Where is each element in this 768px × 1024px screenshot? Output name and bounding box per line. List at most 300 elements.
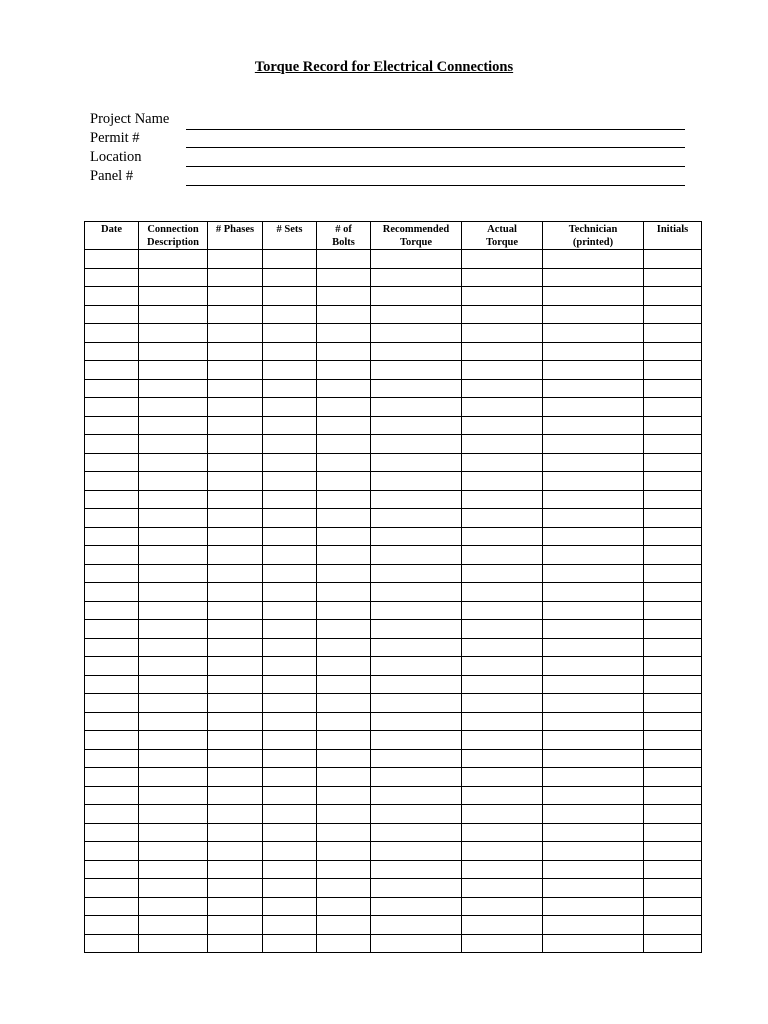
table-cell[interactable] (644, 934, 702, 953)
table-cell[interactable] (317, 379, 371, 398)
table-cell[interactable] (317, 583, 371, 602)
table-cell[interactable] (543, 916, 644, 935)
table-cell[interactable] (85, 860, 139, 879)
table-cell[interactable] (208, 527, 263, 546)
table-cell[interactable] (371, 305, 462, 324)
table-cell[interactable] (208, 453, 263, 472)
table-cell[interactable] (263, 509, 317, 528)
table-cell[interactable] (644, 897, 702, 916)
table-cell[interactable] (317, 268, 371, 287)
table-cell[interactable] (317, 472, 371, 491)
table-cell[interactable] (371, 842, 462, 861)
table-cell[interactable] (317, 805, 371, 824)
table-cell[interactable] (85, 379, 139, 398)
table-cell[interactable] (371, 250, 462, 269)
table-cell[interactable] (371, 860, 462, 879)
table-cell[interactable] (139, 842, 208, 861)
table-cell[interactable] (263, 805, 317, 824)
table-cell[interactable] (644, 342, 702, 361)
table-cell[interactable] (371, 805, 462, 824)
table-cell[interactable] (543, 694, 644, 713)
table-cell[interactable] (317, 398, 371, 417)
table-cell[interactable] (85, 398, 139, 417)
table-cell[interactable] (462, 546, 543, 565)
table-cell[interactable] (263, 564, 317, 583)
table-cell[interactable] (371, 583, 462, 602)
table-cell[interactable] (317, 305, 371, 324)
table-cell[interactable] (208, 324, 263, 343)
table-cell[interactable] (208, 638, 263, 657)
table-cell[interactable] (317, 934, 371, 953)
table-cell[interactable] (644, 564, 702, 583)
permit-input-line[interactable] (186, 147, 685, 148)
table-cell[interactable] (371, 361, 462, 380)
table-cell[interactable] (263, 731, 317, 750)
table-cell[interactable] (644, 435, 702, 454)
table-cell[interactable] (263, 657, 317, 676)
table-cell[interactable] (462, 342, 543, 361)
table-cell[interactable] (644, 490, 702, 509)
table-cell[interactable] (644, 805, 702, 824)
table-cell[interactable] (371, 638, 462, 657)
table-cell[interactable] (85, 268, 139, 287)
table-cell[interactable] (85, 361, 139, 380)
table-cell[interactable] (644, 527, 702, 546)
table-cell[interactable] (85, 823, 139, 842)
table-cell[interactable] (263, 879, 317, 898)
table-cell[interactable] (644, 268, 702, 287)
table-cell[interactable] (208, 379, 263, 398)
table-cell[interactable] (317, 675, 371, 694)
table-cell[interactable] (371, 490, 462, 509)
table-cell[interactable] (317, 416, 371, 435)
table-cell[interactable] (462, 934, 543, 953)
table-cell[interactable] (139, 342, 208, 361)
table-cell[interactable] (543, 305, 644, 324)
table-cell[interactable] (371, 694, 462, 713)
table-cell[interactable] (85, 435, 139, 454)
table-cell[interactable] (644, 583, 702, 602)
table-cell[interactable] (644, 860, 702, 879)
table-cell[interactable] (85, 897, 139, 916)
project-name-input-line[interactable] (186, 129, 685, 130)
table-cell[interactable] (208, 472, 263, 491)
table-cell[interactable] (85, 583, 139, 602)
table-cell[interactable] (371, 712, 462, 731)
table-cell[interactable] (139, 731, 208, 750)
table-cell[interactable] (371, 897, 462, 916)
table-cell[interactable] (317, 860, 371, 879)
table-cell[interactable] (139, 509, 208, 528)
table-cell[interactable] (263, 601, 317, 620)
table-cell[interactable] (139, 527, 208, 546)
table-cell[interactable] (462, 250, 543, 269)
table-cell[interactable] (263, 768, 317, 787)
table-cell[interactable] (85, 712, 139, 731)
table-cell[interactable] (317, 250, 371, 269)
table-cell[interactable] (263, 786, 317, 805)
table-cell[interactable] (644, 842, 702, 861)
table-cell[interactable] (644, 250, 702, 269)
table-cell[interactable] (371, 731, 462, 750)
table-cell[interactable] (462, 897, 543, 916)
table-cell[interactable] (543, 934, 644, 953)
table-cell[interactable] (644, 786, 702, 805)
table-cell[interactable] (85, 472, 139, 491)
table-cell[interactable] (208, 305, 263, 324)
table-cell[interactable] (371, 620, 462, 639)
table-cell[interactable] (317, 823, 371, 842)
table-cell[interactable] (317, 361, 371, 380)
table-cell[interactable] (543, 435, 644, 454)
table-cell[interactable] (85, 805, 139, 824)
table-cell[interactable] (644, 416, 702, 435)
table-cell[interactable] (208, 601, 263, 620)
table-cell[interactable] (85, 453, 139, 472)
table-cell[interactable] (139, 416, 208, 435)
table-cell[interactable] (139, 250, 208, 269)
table-cell[interactable] (208, 768, 263, 787)
table-cell[interactable] (371, 435, 462, 454)
table-cell[interactable] (462, 435, 543, 454)
table-cell[interactable] (208, 897, 263, 916)
table-cell[interactable] (85, 416, 139, 435)
table-cell[interactable] (208, 398, 263, 417)
table-cell[interactable] (371, 601, 462, 620)
table-cell[interactable] (371, 934, 462, 953)
table-cell[interactable] (371, 768, 462, 787)
table-cell[interactable] (263, 527, 317, 546)
table-cell[interactable] (462, 712, 543, 731)
table-cell[interactable] (85, 916, 139, 935)
table-cell[interactable] (543, 638, 644, 657)
table-cell[interactable] (371, 823, 462, 842)
table-cell[interactable] (139, 601, 208, 620)
table-cell[interactable] (371, 453, 462, 472)
table-cell[interactable] (208, 361, 263, 380)
table-cell[interactable] (85, 675, 139, 694)
table-cell[interactable] (462, 416, 543, 435)
table-cell[interactable] (85, 620, 139, 639)
table-cell[interactable] (139, 897, 208, 916)
table-cell[interactable] (371, 398, 462, 417)
table-cell[interactable] (644, 398, 702, 417)
table-cell[interactable] (543, 250, 644, 269)
table-cell[interactable] (263, 305, 317, 324)
table-cell[interactable] (139, 638, 208, 657)
table-cell[interactable] (208, 657, 263, 676)
table-cell[interactable] (644, 620, 702, 639)
table-cell[interactable] (85, 749, 139, 768)
table-cell[interactable] (317, 638, 371, 657)
table-cell[interactable] (139, 823, 208, 842)
table-cell[interactable] (139, 379, 208, 398)
table-cell[interactable] (371, 472, 462, 491)
table-cell[interactable] (139, 268, 208, 287)
table-cell[interactable] (85, 842, 139, 861)
table-cell[interactable] (317, 564, 371, 583)
table-cell[interactable] (317, 601, 371, 620)
table-cell[interactable] (644, 675, 702, 694)
table-cell[interactable] (208, 749, 263, 768)
table-cell[interactable] (462, 842, 543, 861)
table-cell[interactable] (85, 527, 139, 546)
table-cell[interactable] (85, 490, 139, 509)
table-cell[interactable] (208, 416, 263, 435)
table-cell[interactable] (543, 361, 644, 380)
table-cell[interactable] (543, 860, 644, 879)
table-cell[interactable] (139, 675, 208, 694)
table-cell[interactable] (208, 916, 263, 935)
table-cell[interactable] (462, 398, 543, 417)
table-cell[interactable] (85, 509, 139, 528)
table-cell[interactable] (644, 657, 702, 676)
table-cell[interactable] (263, 620, 317, 639)
table-cell[interactable] (85, 250, 139, 269)
table-cell[interactable] (85, 305, 139, 324)
table-cell[interactable] (317, 731, 371, 750)
table-cell[interactable] (317, 546, 371, 565)
table-cell[interactable] (543, 805, 644, 824)
table-cell[interactable] (644, 879, 702, 898)
table-cell[interactable] (317, 453, 371, 472)
table-cell[interactable] (263, 361, 317, 380)
table-cell[interactable] (85, 879, 139, 898)
table-cell[interactable] (543, 749, 644, 768)
table-cell[interactable] (263, 268, 317, 287)
table-cell[interactable] (644, 509, 702, 528)
table-cell[interactable] (543, 416, 644, 435)
table-cell[interactable] (462, 509, 543, 528)
table-cell[interactable] (208, 805, 263, 824)
table-cell[interactable] (263, 250, 317, 269)
table-cell[interactable] (208, 268, 263, 287)
table-cell[interactable] (644, 601, 702, 620)
table-cell[interactable] (371, 546, 462, 565)
table-cell[interactable] (208, 731, 263, 750)
table-cell[interactable] (139, 786, 208, 805)
table-cell[interactable] (139, 657, 208, 676)
table-cell[interactable] (462, 749, 543, 768)
table-cell[interactable] (139, 620, 208, 639)
table-cell[interactable] (543, 379, 644, 398)
table-cell[interactable] (371, 564, 462, 583)
table-cell[interactable] (208, 564, 263, 583)
table-cell[interactable] (543, 490, 644, 509)
table-cell[interactable] (263, 842, 317, 861)
table-cell[interactable] (644, 823, 702, 842)
table-cell[interactable] (85, 601, 139, 620)
table-cell[interactable] (543, 879, 644, 898)
table-cell[interactable] (139, 398, 208, 417)
table-cell[interactable] (317, 527, 371, 546)
table-cell[interactable] (208, 675, 263, 694)
table-cell[interactable] (462, 731, 543, 750)
table-cell[interactable] (85, 342, 139, 361)
table-cell[interactable] (139, 305, 208, 324)
table-cell[interactable] (644, 472, 702, 491)
table-cell[interactable] (139, 324, 208, 343)
table-cell[interactable] (371, 268, 462, 287)
table-cell[interactable] (139, 916, 208, 935)
table-cell[interactable] (371, 879, 462, 898)
table-cell[interactable] (208, 287, 263, 306)
table-cell[interactable] (263, 287, 317, 306)
table-cell[interactable] (371, 324, 462, 343)
table-cell[interactable] (263, 675, 317, 694)
table-cell[interactable] (263, 823, 317, 842)
table-cell[interactable] (208, 490, 263, 509)
table-cell[interactable] (462, 860, 543, 879)
table-cell[interactable] (139, 694, 208, 713)
table-cell[interactable] (644, 768, 702, 787)
table-cell[interactable] (208, 546, 263, 565)
table-cell[interactable] (543, 675, 644, 694)
table-cell[interactable] (371, 916, 462, 935)
table-cell[interactable] (263, 897, 317, 916)
table-cell[interactable] (85, 324, 139, 343)
table-cell[interactable] (85, 657, 139, 676)
table-cell[interactable] (317, 620, 371, 639)
table-cell[interactable] (462, 472, 543, 491)
table-cell[interactable] (317, 897, 371, 916)
table-cell[interactable] (644, 712, 702, 731)
table-cell[interactable] (263, 379, 317, 398)
table-cell[interactable] (462, 638, 543, 657)
table-cell[interactable] (462, 675, 543, 694)
table-cell[interactable] (85, 768, 139, 787)
table-cell[interactable] (371, 527, 462, 546)
table-cell[interactable] (139, 860, 208, 879)
table-cell[interactable] (644, 749, 702, 768)
table-cell[interactable] (462, 268, 543, 287)
table-cell[interactable] (208, 583, 263, 602)
location-input-line[interactable] (186, 166, 685, 167)
table-cell[interactable] (85, 694, 139, 713)
table-cell[interactable] (543, 546, 644, 565)
table-cell[interactable] (543, 583, 644, 602)
table-cell[interactable] (263, 694, 317, 713)
table-cell[interactable] (208, 934, 263, 953)
table-cell[interactable] (644, 305, 702, 324)
table-cell[interactable] (543, 786, 644, 805)
table-cell[interactable] (317, 490, 371, 509)
table-cell[interactable] (543, 842, 644, 861)
table-cell[interactable] (644, 287, 702, 306)
table-cell[interactable] (462, 490, 543, 509)
table-cell[interactable] (462, 287, 543, 306)
table-cell[interactable] (208, 342, 263, 361)
table-cell[interactable] (644, 916, 702, 935)
table-cell[interactable] (462, 361, 543, 380)
table-cell[interactable] (462, 916, 543, 935)
panel-input-line[interactable] (186, 185, 685, 186)
table-cell[interactable] (543, 768, 644, 787)
table-cell[interactable] (543, 731, 644, 750)
table-cell[interactable] (263, 490, 317, 509)
table-cell[interactable] (644, 546, 702, 565)
table-cell[interactable] (139, 546, 208, 565)
table-cell[interactable] (317, 435, 371, 454)
table-cell[interactable] (462, 657, 543, 676)
table-cell[interactable] (139, 583, 208, 602)
table-cell[interactable] (462, 694, 543, 713)
table-cell[interactable] (644, 638, 702, 657)
table-cell[interactable] (85, 564, 139, 583)
table-cell[interactable] (371, 379, 462, 398)
table-cell[interactable] (263, 416, 317, 435)
table-cell[interactable] (263, 342, 317, 361)
table-cell[interactable] (263, 583, 317, 602)
table-cell[interactable] (139, 361, 208, 380)
table-cell[interactable] (317, 342, 371, 361)
table-cell[interactable] (462, 805, 543, 824)
table-cell[interactable] (462, 453, 543, 472)
table-cell[interactable] (543, 897, 644, 916)
table-cell[interactable] (317, 657, 371, 676)
table-cell[interactable] (644, 324, 702, 343)
table-cell[interactable] (85, 638, 139, 657)
table-cell[interactable] (462, 324, 543, 343)
table-cell[interactable] (462, 583, 543, 602)
table-cell[interactable] (543, 657, 644, 676)
table-cell[interactable] (139, 472, 208, 491)
table-cell[interactable] (317, 712, 371, 731)
table-cell[interactable] (371, 675, 462, 694)
table-cell[interactable] (263, 398, 317, 417)
table-cell[interactable] (371, 657, 462, 676)
table-cell[interactable] (208, 712, 263, 731)
table-cell[interactable] (317, 287, 371, 306)
table-cell[interactable] (208, 620, 263, 639)
table-cell[interactable] (371, 749, 462, 768)
table-cell[interactable] (317, 509, 371, 528)
table-cell[interactable] (85, 546, 139, 565)
table-cell[interactable] (462, 379, 543, 398)
table-cell[interactable] (462, 601, 543, 620)
table-cell[interactable] (208, 823, 263, 842)
table-cell[interactable] (139, 490, 208, 509)
table-cell[interactable] (208, 509, 263, 528)
table-cell[interactable] (644, 453, 702, 472)
table-cell[interactable] (263, 860, 317, 879)
table-cell[interactable] (543, 509, 644, 528)
table-cell[interactable] (644, 361, 702, 380)
table-cell[interactable] (317, 768, 371, 787)
table-cell[interactable] (139, 712, 208, 731)
table-cell[interactable] (139, 879, 208, 898)
table-cell[interactable] (85, 287, 139, 306)
table-cell[interactable] (462, 620, 543, 639)
table-cell[interactable] (543, 601, 644, 620)
table-cell[interactable] (543, 564, 644, 583)
table-cell[interactable] (644, 379, 702, 398)
table-cell[interactable] (85, 934, 139, 953)
table-cell[interactable] (263, 435, 317, 454)
table-cell[interactable] (543, 398, 644, 417)
table-cell[interactable] (462, 879, 543, 898)
table-cell[interactable] (371, 786, 462, 805)
table-cell[interactable] (263, 472, 317, 491)
table-cell[interactable] (543, 620, 644, 639)
table-cell[interactable] (208, 842, 263, 861)
table-cell[interactable] (317, 842, 371, 861)
table-cell[interactable] (543, 823, 644, 842)
table-cell[interactable] (644, 731, 702, 750)
table-cell[interactable] (208, 879, 263, 898)
table-cell[interactable] (462, 768, 543, 787)
table-cell[interactable] (139, 435, 208, 454)
